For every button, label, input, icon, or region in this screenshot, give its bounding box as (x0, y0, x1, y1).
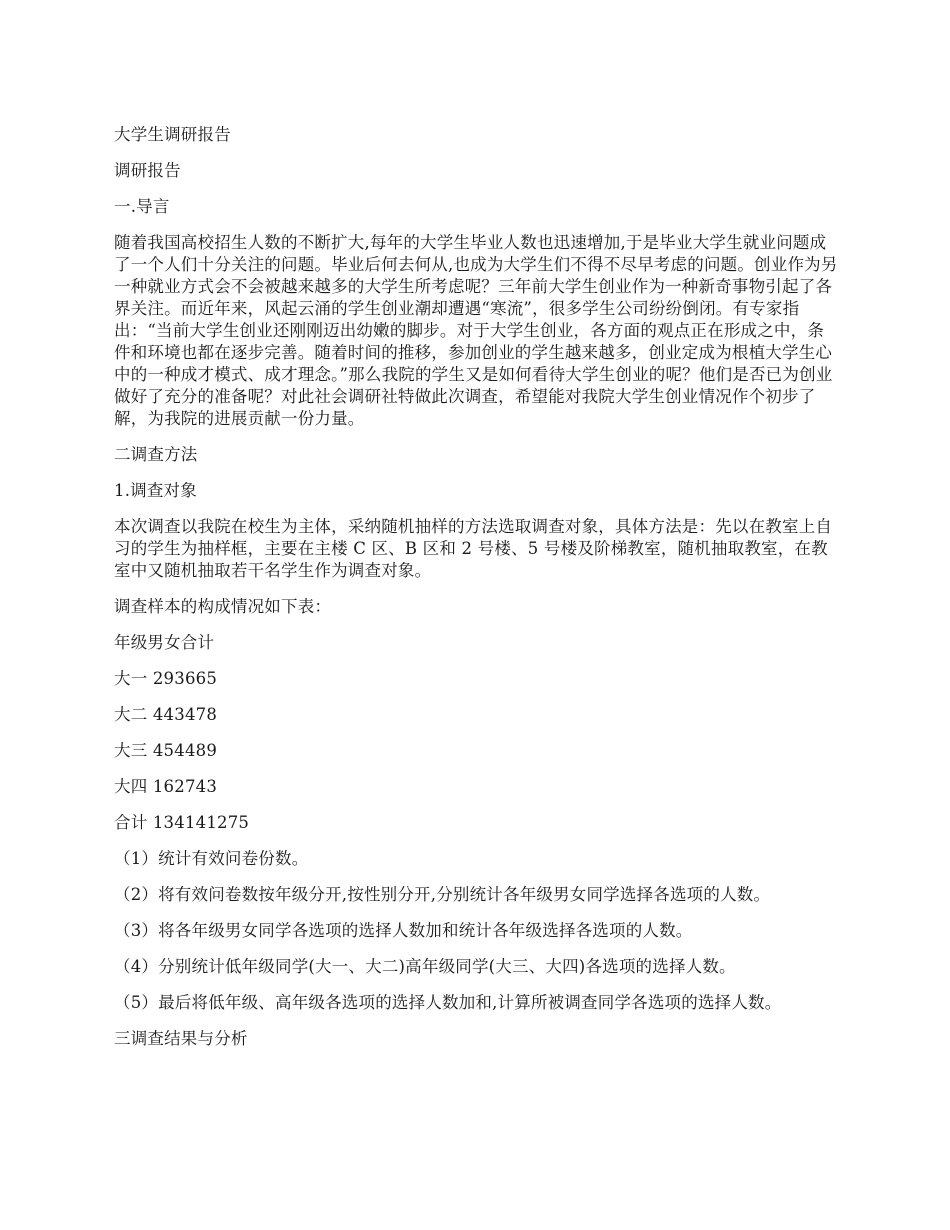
step-item: （5）最后将低年级、高年级各选项的选择人数加和,计算所被调查同学各选项的选择人数。 (114, 993, 782, 1012)
table-row-line: 大一 293665 (114, 669, 218, 688)
intro-paragraph: 随着我国高校招生人数的不断扩大,每年的大学生毕业人数也迅速增加,于是毕业大学生就业问题成了一个人们十分关注的问题。毕业后何去何从,也成为大学生们不得不尽早考虑的问题。创业作为另一种就业方式会不会被越来越多的大学生所考虑呢？三年前大学生创业作为一种新奇事物引起了各界关注。而近年来，风起云涌的学生创业潮却遭遇“寒流”，很多学生公司纷纷倒闭。有专家指出：“当前大学生创业还刚刚迈出幼嫩的脚步。对于大学生创业，各方面的观点正在形成之中，条件和环境也都在逐步完善。随着时间的推移，参加创业的学生越来越多，创业定成为根植大学生心中的一种成才模式、成才理念。”那么我院的学生又是如何看待大学生创业的呢？他们是否已为创业做好了充分的准备呢？对此社会调研社特做此次调查，希望能对我院大学生创业情况作个初步了解，为我院的进展贡献一份力量。 (114, 233, 838, 428)
document-subtitle: 调研报告 (114, 161, 181, 180)
step-item: （4）分别统计低年级同学(大一、大二)高年级同学(大三、大四)各选项的选择人数。 (114, 957, 736, 976)
method-paragraph: 本次调查以我院在校生为主体，采纳随机抽样的方法选取调查对象，具体方法是：先以在教室上自习的学生为抽样框，主要在主楼 C 区、B 区和 2 号楼、5 号楼及阶梯教室，随机抽取教室，在教室中又随机抽取若干名学生作为调查对象。 (114, 517, 833, 580)
table-row-line: 大四 162743 (114, 777, 218, 796)
section-heading-method: 二调查方法 (114, 445, 198, 464)
step-item: （3）将各年级男女同学各选项的选择人数加和统计各年级选择各选项的人数。 (114, 921, 693, 940)
table-header-line: 年级男女合计 (114, 633, 215, 652)
table-total-line: 合计 134141275 (114, 813, 250, 832)
document-title: 大学生调研报告 (114, 125, 231, 144)
section-heading-results: 三调查结果与分析 (114, 1029, 248, 1048)
section-heading-intro: 一.导言 (114, 197, 170, 216)
sample-intro: 调查样本的构成情况如下表： (114, 597, 332, 616)
document-page (114, 124, 838, 1064)
subsection-heading-subjects: 1.调查对象 (114, 481, 197, 500)
step-item: （2）将有效问卷数按年级分开,按性别分开,分别统计各年级男女同学选择各选项的人数。 (114, 885, 771, 904)
step-item: （1）统计有效问卷份数。 (114, 849, 309, 868)
table-row-line: 大三 454489 (114, 741, 218, 760)
table-row-line: 大二 443478 (114, 705, 218, 724)
